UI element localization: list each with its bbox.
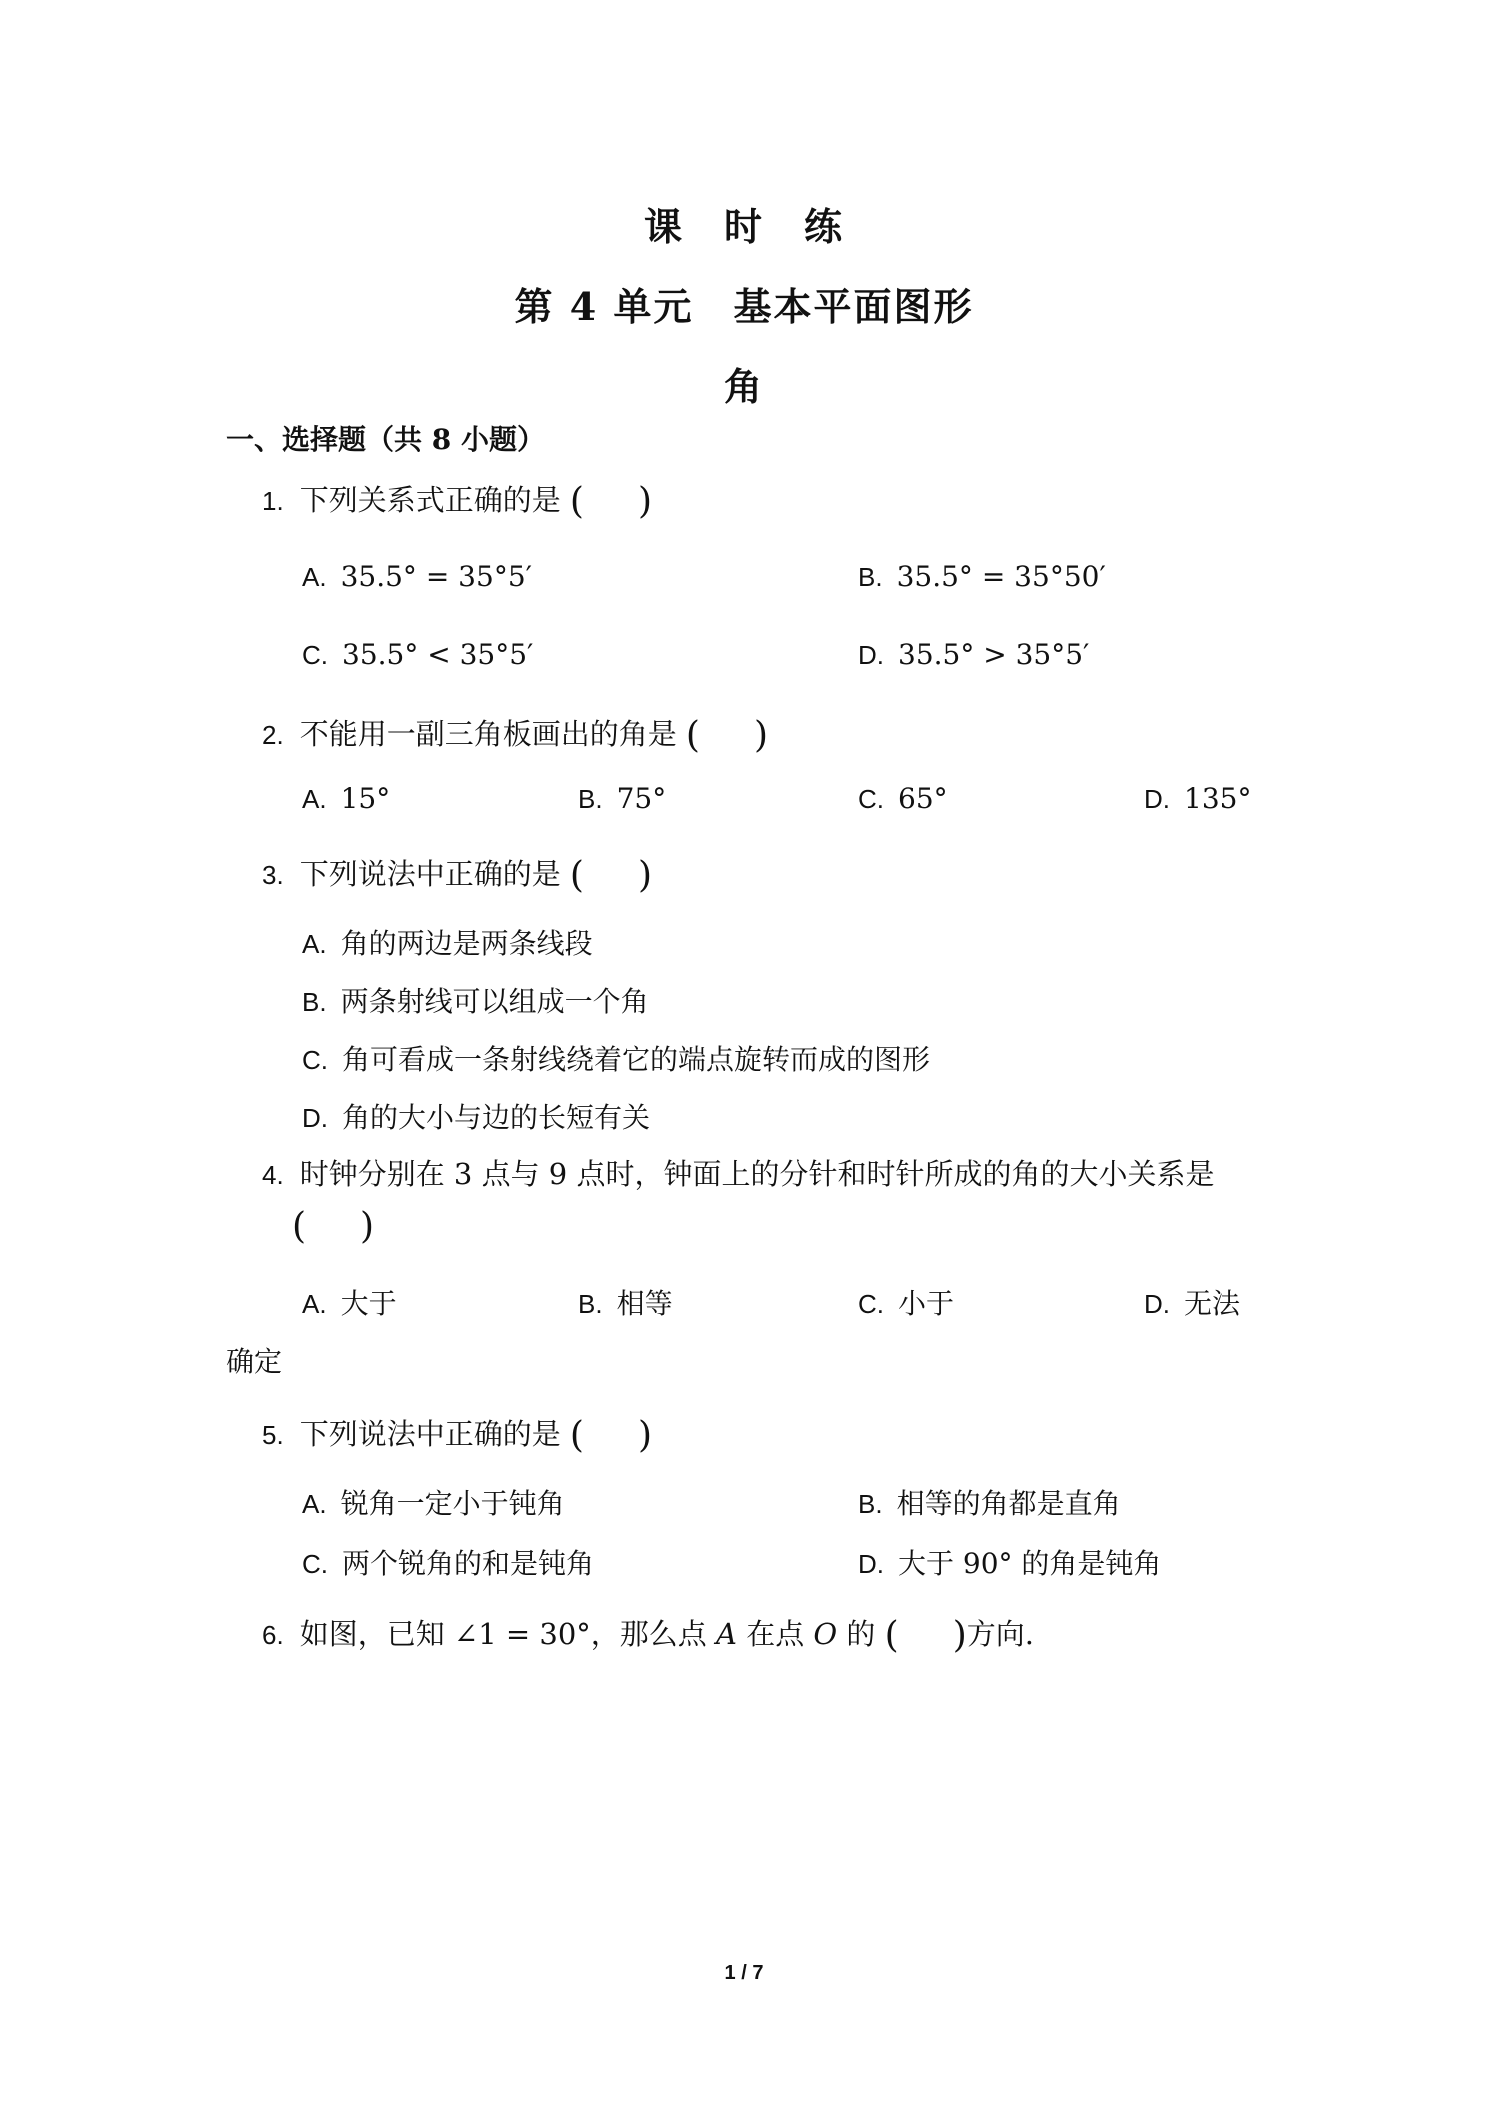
option-text: 两条射线可以组成一个角 [340, 985, 649, 1018]
option-a [302, 560, 532, 593]
question-6 [262, 1612, 1034, 1656]
answer-paren-close: ) [753, 715, 769, 756]
topic-title: 角 [723, 364, 764, 409]
option-d [302, 1096, 650, 1136]
question-3 [262, 852, 652, 896]
option-b [858, 1482, 1121, 1522]
option-label: C. [302, 1549, 328, 1579]
option-text: 35.5° = 35°50′ [896, 560, 1106, 593]
answer-paren-open: ( [569, 855, 584, 896]
option-text: 65° [898, 782, 948, 815]
option-label: B. [858, 562, 883, 592]
question-stem-part: 在点 [746, 1617, 805, 1651]
question-number: 2. [262, 720, 284, 750]
option-text: 角的两边是两条线段 [340, 927, 593, 960]
option-d-wrap: 确定 [226, 1345, 283, 1378]
option-d [858, 1542, 1161, 1582]
option-b [302, 980, 649, 1020]
question-number: 4. [262, 1160, 284, 1190]
option-text: 大于 [340, 1287, 397, 1320]
option-text: 两个锐角的和是钝角 [342, 1547, 595, 1580]
option-c [858, 782, 948, 815]
option-label: A. [302, 1489, 327, 1519]
question-stem: 不能用一副三角板画出的角是 [299, 717, 677, 751]
question-stem-part: 如图，已知 ∠1 = 30°，那么点 [299, 1617, 707, 1651]
page-title: 课 时 练 [643, 204, 844, 249]
option-label: A. [302, 929, 327, 959]
option-d [858, 638, 1089, 671]
option-label: D. [1144, 784, 1170, 814]
question-stem-part: 的 [846, 1617, 876, 1651]
option-label: D. [1144, 1289, 1170, 1319]
option-text: 相等的角都是直角 [896, 1487, 1121, 1520]
question-number: 1. [262, 486, 284, 516]
section-heading: 一、选择题（共 8 小题） [226, 423, 545, 456]
option-a [302, 1282, 397, 1322]
option-d [1144, 782, 1251, 815]
option-text: 相等 [616, 1287, 673, 1320]
option-d [1144, 1282, 1240, 1322]
option-label: D. [858, 640, 884, 670]
answer-paren-close: ) [637, 855, 653, 896]
point-a-label: A [716, 1617, 737, 1651]
option-text: 无法 [1184, 1287, 1241, 1320]
question-2 [262, 712, 768, 756]
option-text: 75° [616, 782, 667, 815]
page-number: 1 / 7 [724, 1962, 764, 1984]
option-text: 锐角一定小于钝角 [340, 1487, 565, 1520]
option-b [858, 560, 1106, 593]
option-label: D. [302, 1103, 328, 1133]
option-label: B. [578, 1289, 603, 1319]
option-label: D. [858, 1549, 884, 1579]
option-text: 135° [1184, 782, 1252, 815]
answer-paren-close: ) [637, 481, 653, 522]
option-label: A. [302, 784, 327, 814]
question-stem: 下列关系式正确的是 [299, 483, 561, 517]
option-text: 角的大小与边的长短有关 [342, 1101, 651, 1134]
answer-paren-open: ( [884, 1615, 899, 1656]
question-stem-part: 方向. [966, 1617, 1034, 1651]
answer-paren-open: ( [569, 481, 584, 522]
option-text: 35.5° = 35°5′ [340, 560, 532, 593]
question-number: 6. [262, 1620, 284, 1650]
option-label: B. [858, 1489, 883, 1519]
option-c [302, 638, 533, 671]
question-stem: 下列说法中正确的是 [299, 857, 561, 891]
option-label: C. [302, 1045, 328, 1075]
question-4 [262, 1152, 1214, 1193]
option-a [302, 922, 593, 962]
answer-paren-close: ) [952, 1615, 967, 1656]
question-stem: 时钟分别在 3 点与 9 点时，钟面上的分针和时针所成的角的大小关系是 [299, 1157, 1215, 1191]
unit-title: 第 4 单元 基本平面图形 [514, 284, 974, 329]
question-5 [262, 1412, 652, 1456]
option-text: 角可看成一条射线绕着它的端点旋转而成的图形 [342, 1043, 931, 1076]
option-text: 35.5° > 35°5′ [898, 638, 1090, 671]
answer-paren-close: ) [637, 1415, 653, 1456]
option-label: A. [302, 1289, 327, 1319]
option-label: C. [302, 640, 328, 670]
option-label: C. [858, 1289, 884, 1319]
option-text: 小于 [898, 1287, 955, 1320]
option-text: 大于 90° 的角是钝角 [898, 1547, 1162, 1580]
point-o-label: O [813, 1617, 838, 1651]
option-b [578, 1282, 673, 1322]
answer-paren-close: ) [360, 1206, 375, 1247]
option-b [578, 782, 666, 815]
option-a [302, 782, 390, 815]
option-label: C. [858, 784, 884, 814]
question-1 [262, 478, 652, 522]
question-number: 5. [262, 1420, 284, 1450]
answer-paren-open: ( [685, 715, 700, 756]
option-c [858, 1282, 954, 1322]
option-text: 35.5° < 35°5′ [342, 638, 534, 671]
answer-paren-open: ( [292, 1206, 307, 1247]
option-c [302, 1038, 930, 1078]
question-4-paren [292, 1206, 374, 1247]
option-text: 15° [340, 782, 391, 815]
option-label: B. [578, 784, 603, 814]
option-c [302, 1542, 594, 1582]
answer-paren-open: ( [569, 1415, 584, 1456]
question-stem: 下列说法中正确的是 [299, 1417, 561, 1451]
option-label: A. [302, 562, 327, 592]
option-label: B. [302, 987, 327, 1017]
question-number: 3. [262, 860, 284, 890]
option-a [302, 1482, 565, 1522]
